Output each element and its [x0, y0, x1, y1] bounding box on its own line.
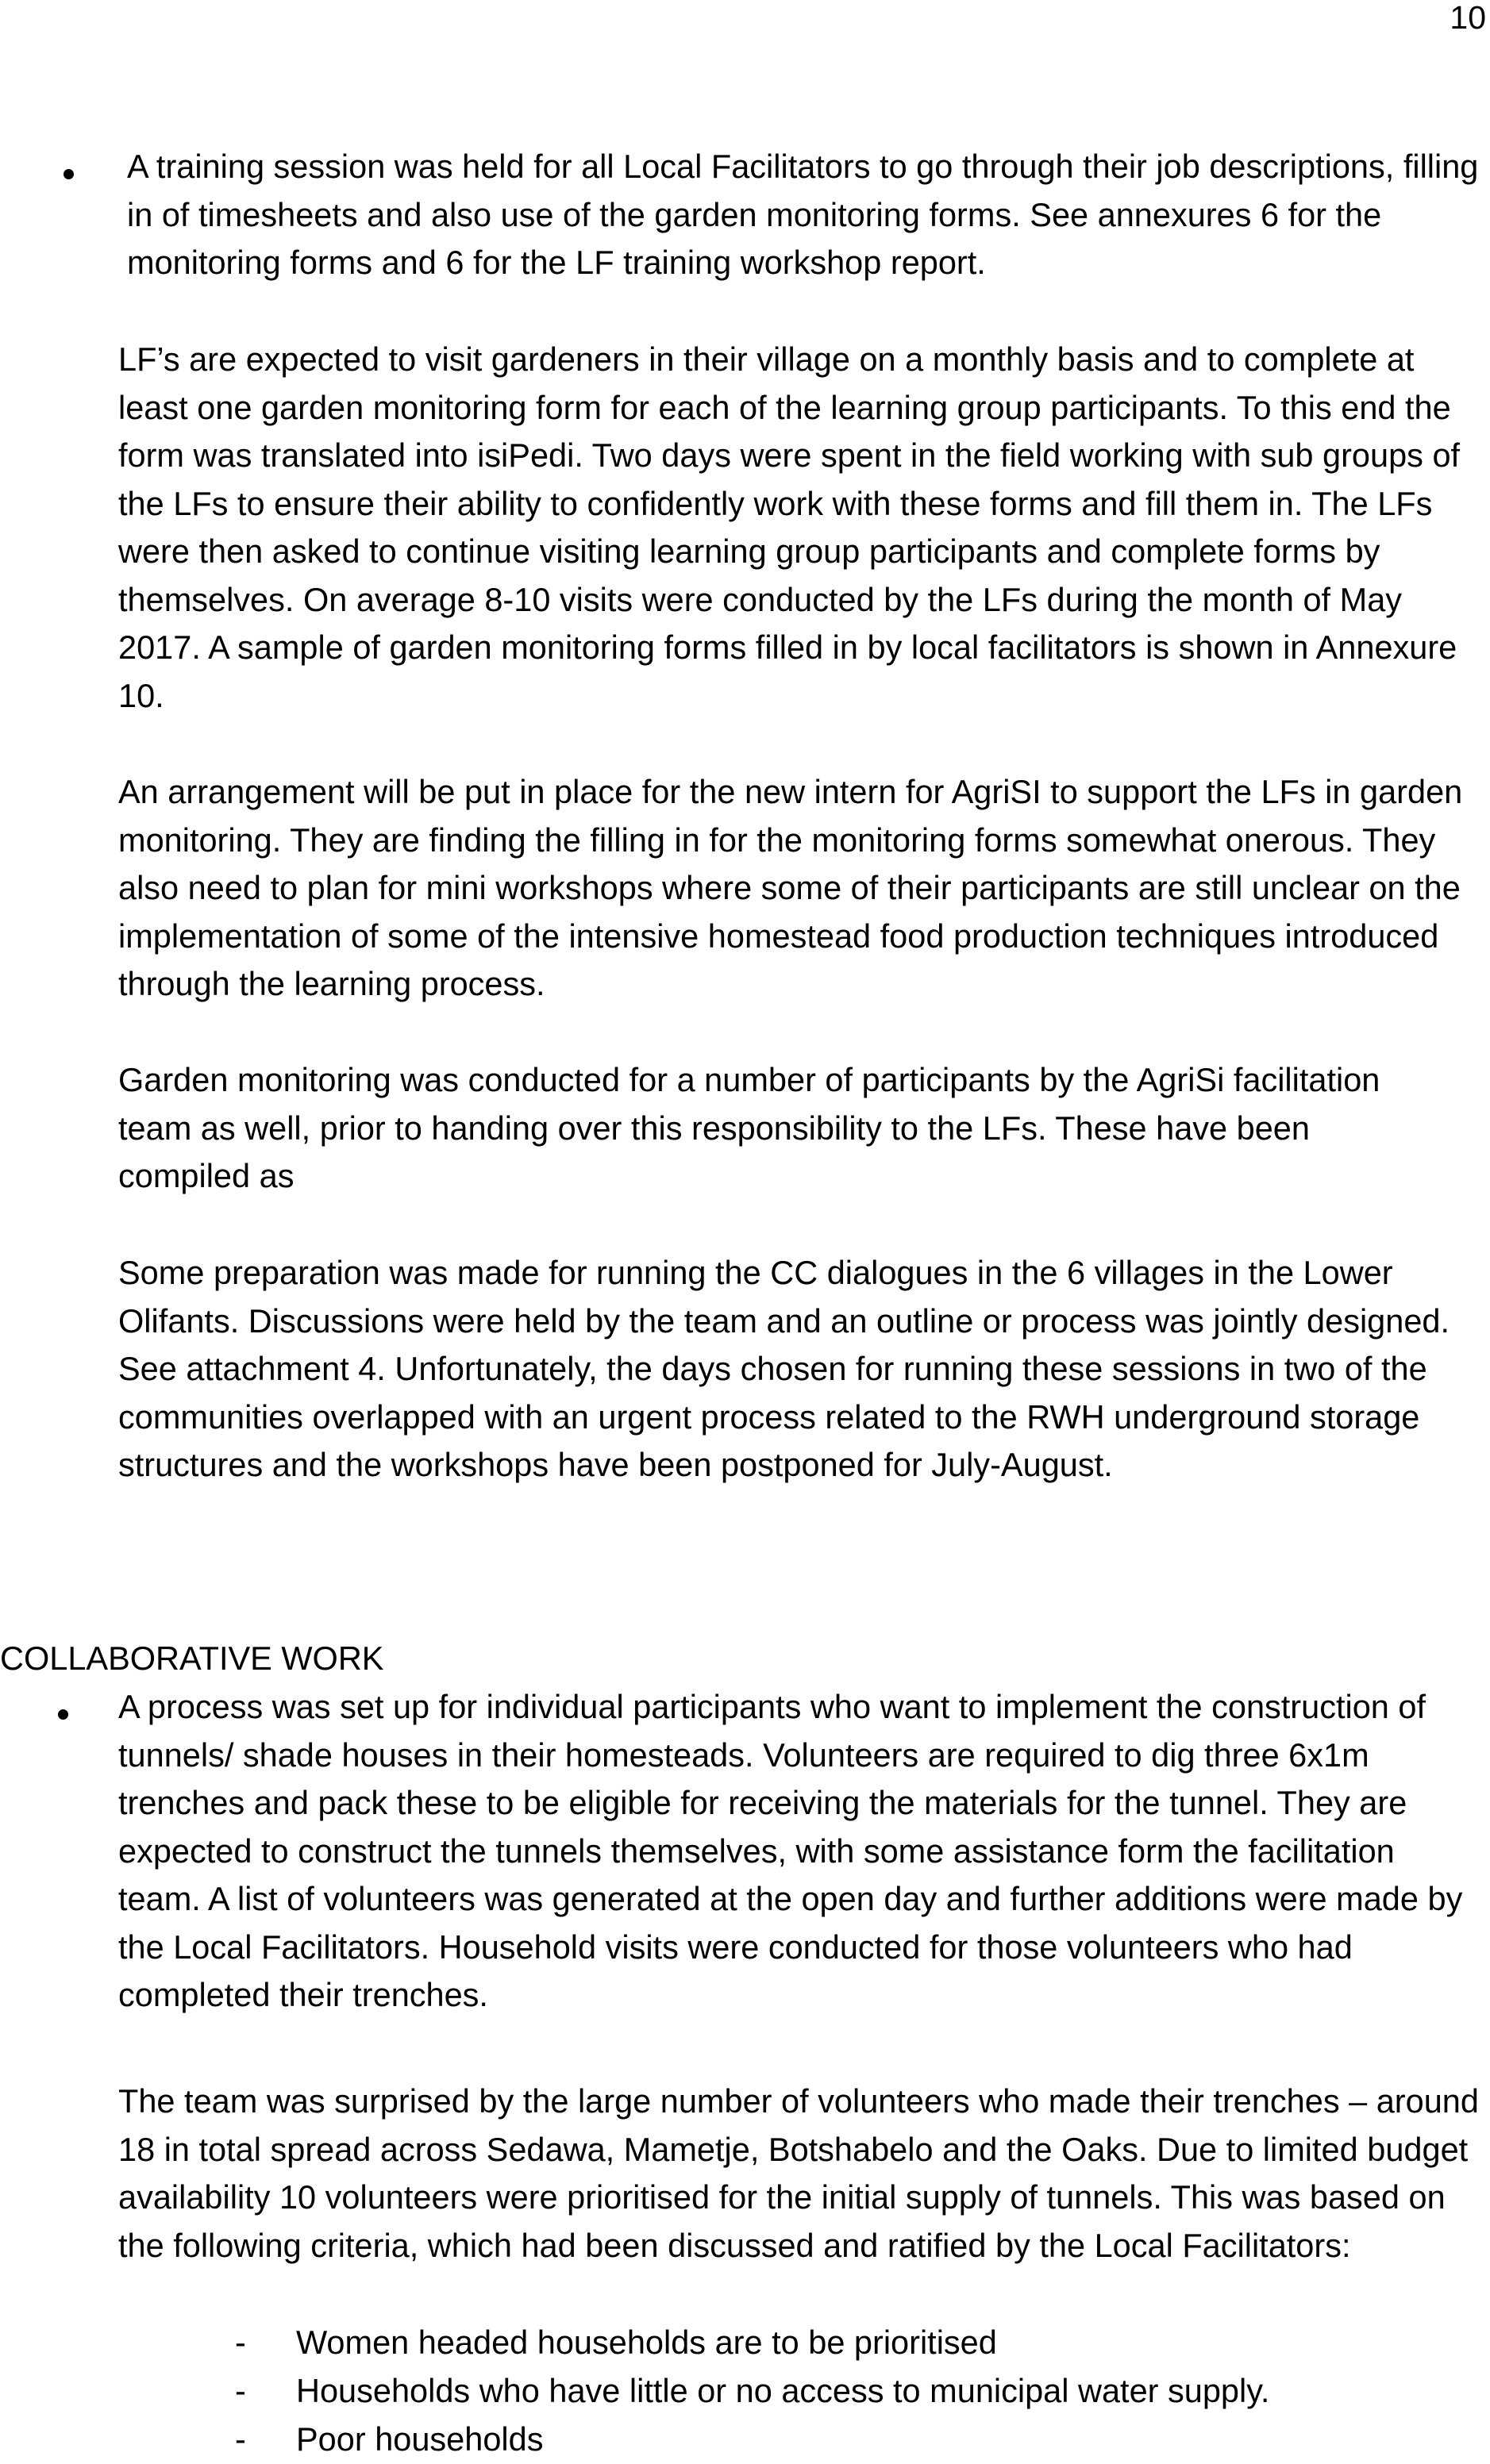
cc-dialogues-paragraph: Some preparation was made for running the CC dialogues in the 6 villages in the Lower Olifants. Discussions were held by the team and an outline or process was jointly designed. See attachment 4. Unfortunately, the days chosen for running these sessions in two of the communities overlapped with an urgent process related to the RWH underground storage structures and the workshops have been postponed for July-August. — [118, 1254, 1450, 1483]
criteria-text: Women headed households are to be prioritised — [296, 2324, 997, 2361]
criteria-text: Poor households — [296, 2420, 544, 2458]
intern-arrangement-paragraph: An arrangement will be put in place for the new intern for AgriSI to support the LFs in garden monitoring. They are finding the filling in for the monitoring forms somewhat onerous. They also need to plan for mini workshops where some of their participants are still unclear on the implementation of some of the intensive homestead food production techniques introduced through the learning process. — [118, 773, 1463, 1002]
dash-marker: - — [235, 2372, 246, 2409]
dash-marker: - — [235, 2420, 246, 2458]
bullet-icon — [64, 169, 74, 179]
bullet-icon — [58, 1709, 68, 1720]
volunteers-paragraph: The team was surprised by the large number of volunteers who made their trenches – around 18 in total spread across Sedawa, Mametje, Botshabelo and the Oaks. Due to limited budget availability 10 volunteers were prioritised for the initial supply of tunnels. This was based on the following criteria, which had been discussed and ratified by the Local Facilitators: — [118, 2082, 1479, 2264]
criteria-text: Households who have little or no access to municipal water supply. — [296, 2372, 1270, 2409]
garden-monitoring-paragraph: Garden monitoring was conducted for a number of participants by the AgriSi facilitation team as well, prior to handing over this responsibility to the LFs. These have been compiled as — [118, 1061, 1380, 1194]
lf-visits-paragraph: LF’s are expected to visit gardeners in their village on a monthly basis and to complete at least one garden monitoring form for each of the learning group participants. To this end the form was translated into isiPedi. Two days were spent in the field working with sub groups of the LFs to ensure their ability to confidently work with these forms and fill them in. The LFs were then asked to continue visiting learning group participants and complete forms by themselves. On average 8-10 visits were conducted by the LFs during the month of May 2017. A sample of garden monitoring forms filled in by local facilitators is shown in Annexure 10. — [118, 340, 1461, 714]
section-heading: COLLABORATIVE WORK — [0, 1639, 384, 1677]
dash-marker: - — [235, 2324, 246, 2361]
criteria-list — [0, 2319, 1490, 2464]
tunnels-bullet-text: A process was set up for individual participants who want to implement the construction of tunnels/ shade houses in their homesteads. Volunteers are required to dig three 6x1m trenches and pack these to be eligible for receiving the materials for the tunnel. They are expected to construct the tunnels themselves, with some assistance form the facilitation team. A list of volunteers was generated at the open day and further additions were made by the Local Facilitators. Household visits were conducted for those volunteers who had completed their trenches. — [118, 1688, 1463, 2013]
page-number: 10 — [1450, 0, 1486, 36]
list-item — [0, 2416, 1490, 2464]
list-item — [0, 2367, 1490, 2416]
list-item — [0, 2319, 1490, 2367]
training-bullet-text: A training session was held for all Local Facilitators to go through their job descriptions, filling in of timesheets and also use of the garden monitoring forms. See annexures 6 for the monitoring forms and 6 for the LF training workshop report. — [127, 148, 1479, 281]
